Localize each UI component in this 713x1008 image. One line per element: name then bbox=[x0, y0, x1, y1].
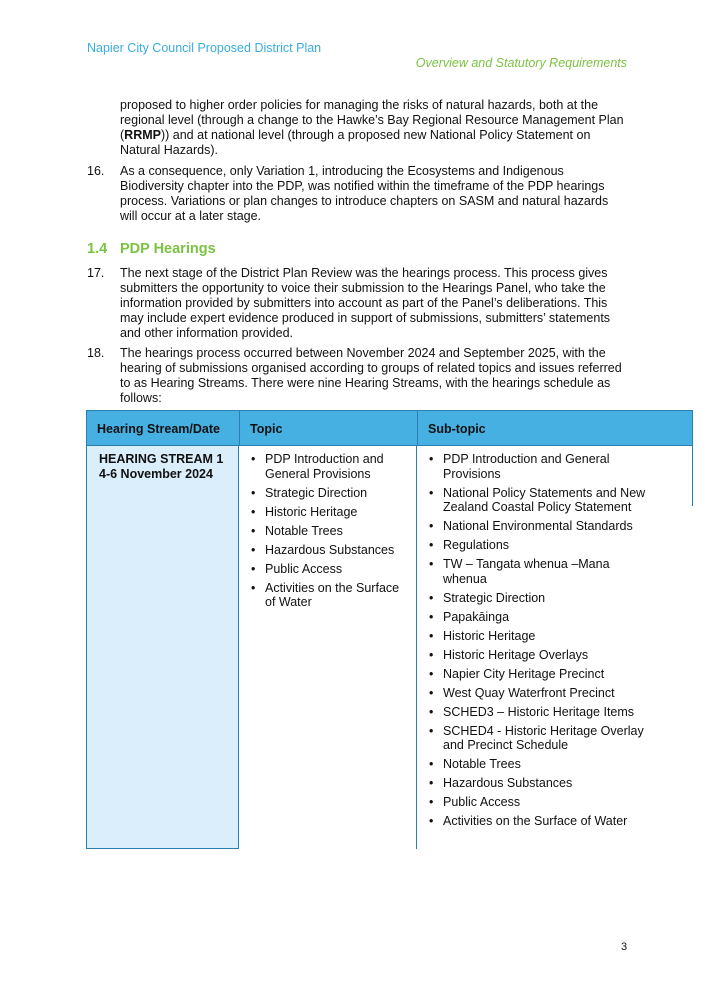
list-item: • National Policy Statements and New Zealand Coastal Policy Statement bbox=[417, 486, 647, 515]
list-item: • TW – Tangata whenua –Mana whenua bbox=[417, 557, 647, 586]
list-item: • West Quay Waterfront Precinct bbox=[417, 686, 647, 701]
subtopic-list bbox=[417, 452, 647, 833]
hearing-schedule-table bbox=[86, 410, 693, 850]
list-item: • Public Access bbox=[417, 795, 647, 810]
list-item: • PDP Introduction and General Provisions bbox=[417, 452, 647, 481]
document-header-title: Napier City Council Proposed District Plan bbox=[87, 41, 322, 55]
list-item: • Papakāinga bbox=[417, 610, 647, 625]
list-item: • National Environmental Standards bbox=[417, 519, 647, 534]
list-item: • Historic Heritage bbox=[417, 629, 647, 644]
paragraph-text: The next stage of the District Plan Review was the hearings process. This process gives submitters the opportunity to voice their submission to the Hearings Panel, who take the information provided by submitters into account as part of the Panel’s deliberations. This may include expert evidence produced in support of submissions, submitters’ statements and other information provided. bbox=[120, 266, 611, 340]
section-title: PDP Hearings bbox=[120, 241, 216, 257]
hearing-stream-date: 4-6 November 2024 bbox=[99, 467, 213, 481]
list-item: • Notable Trees bbox=[417, 757, 647, 772]
header-topic: Topic bbox=[239, 410, 418, 446]
hearing-stream-name: HEARING STREAM 1 bbox=[99, 452, 224, 466]
paragraph-number: 16. bbox=[87, 164, 105, 178]
paragraph-number: 17. bbox=[87, 266, 105, 280]
list-item: • Regulations bbox=[417, 538, 647, 553]
list-item: • Napier City Heritage Precinct bbox=[417, 667, 647, 682]
list-item: • Strategic Direction bbox=[417, 591, 647, 606]
list-item: • Historic Heritage Overlays bbox=[417, 648, 647, 663]
list-item: • Hazardous Substances bbox=[239, 543, 409, 558]
list-item: • SCHED3 – Historic Heritage Items bbox=[417, 705, 647, 720]
paragraph-continuation bbox=[120, 98, 628, 158]
list-item: • Historic Heritage bbox=[239, 505, 409, 520]
list-item: • Hazardous Substances bbox=[417, 776, 647, 791]
paragraph-number: 18. bbox=[87, 346, 105, 360]
header-subtopic: Sub-topic bbox=[417, 410, 693, 446]
list-item: • PDP Introduction and General Provisions bbox=[239, 452, 409, 481]
section-number: 1.4 bbox=[87, 241, 108, 257]
continuation-text-b: )) and at national level (through a proposed new National Policy Statement on Natural Hazards). bbox=[120, 128, 591, 157]
list-item: • Notable Trees bbox=[239, 524, 409, 539]
hearing-stream-cell bbox=[86, 446, 239, 849]
header-hearing-stream: Hearing Stream/Date bbox=[86, 410, 240, 446]
document-header-section: Overview and Statutory Requirements bbox=[415, 56, 627, 70]
list-item: • Strategic Direction bbox=[239, 486, 409, 501]
page-number: 3 bbox=[621, 941, 628, 953]
list-item: • Activities on the Surface of Water bbox=[417, 814, 647, 829]
continuation-text-a: proposed to higher order policies for managing the risks of natural hazards, both at the regional level (through a change to the Hawke’s Bay Regional Resource Management Plan ( bbox=[120, 98, 624, 142]
section-heading bbox=[87, 241, 216, 257]
paragraph-text: The hearings process occurred between November 2024 and September 2025, with the hearing of submissions organised according to groups of related topics and issues referred to as Hearing Streams. There were nine Hearing Streams, with the hearings schedule as follows: bbox=[120, 346, 622, 405]
list-item: • Activities on the Surface of Water bbox=[239, 581, 409, 610]
list-item: • SCHED4 - Historic Heritage Overlay and Precinct Schedule bbox=[417, 724, 647, 753]
paragraph-text: As a consequence, only Variation 1, introducing the Ecosystems and Indigenous Biodiversity chapter into the PDP, was notified within the timeframe of the PDP hearings process. Variations or plan changes to introduce chapters on SASM and natural hazards will occur at a later stage. bbox=[120, 164, 609, 223]
rrmp-abbreviation: RRMP bbox=[124, 128, 161, 142]
topic-list bbox=[239, 452, 409, 614]
list-item: • Public Access bbox=[239, 562, 409, 577]
